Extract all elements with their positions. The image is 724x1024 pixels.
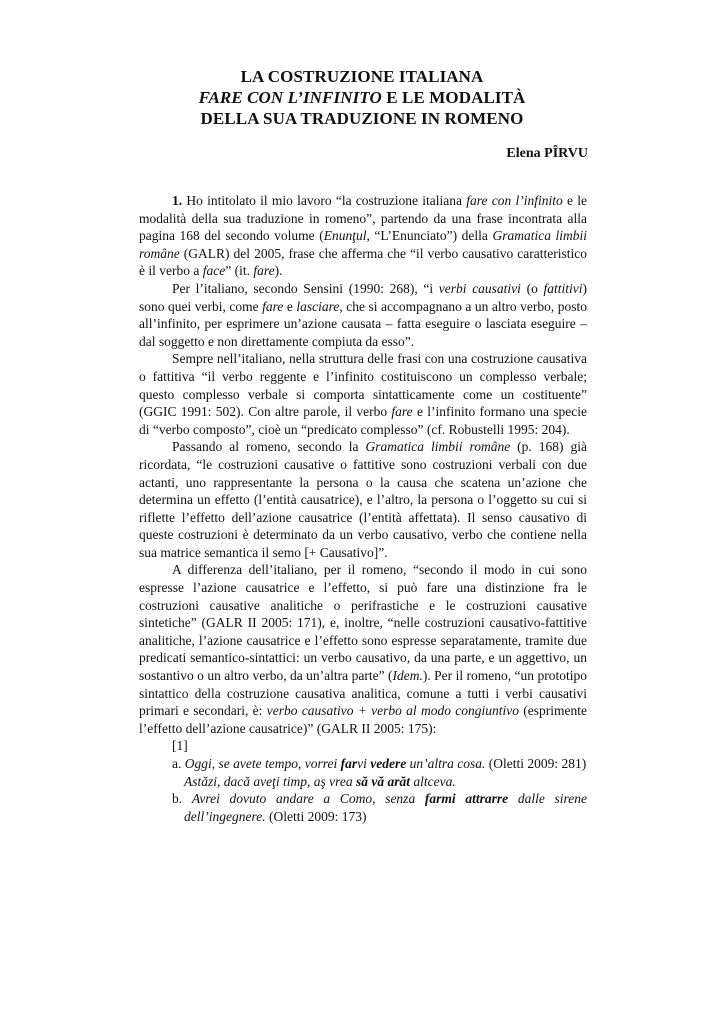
italic-run: Astăzi, dacă aveţi timp, aş vrea (184, 773, 356, 789)
italic-run: verbi causativi (438, 280, 521, 296)
example-a-source: (Oletti 2009: 281) (485, 756, 587, 771)
bold-italic-run: vă arăt (371, 773, 410, 789)
text-run: Per l’italiano, secondo Sensini (1990: 268), “i (172, 280, 439, 296)
author-name: Elena PÎRVU (506, 146, 588, 161)
paper-title (0, 66, 724, 129)
section-number: 1. (172, 193, 183, 208)
example-b (172, 790, 587, 825)
title-italic-part: FARE CON L’INFINITO (198, 88, 382, 107)
example-b-source: (Oletti 2009: 173) (265, 808, 367, 824)
italic-run: Gramatica limbii române (139, 228, 588, 261)
paragraph-4 (139, 438, 587, 561)
italic-run: Idem. (392, 668, 423, 684)
title-line-2 (0, 87, 724, 108)
italic-run: fare (391, 404, 413, 420)
text-run: ). (274, 263, 283, 279)
bold-italic-run: vedere (370, 756, 407, 771)
italic-run: dalle sirene dell’ingegnere. (184, 791, 588, 824)
text-run: ). Per il romeno, “un prototipo sintattico della costruzione causativa analitica, comune a tutti i verbi causativi primari e secondari, è: (139, 668, 587, 719)
text-run: (o (520, 280, 544, 296)
title-line-1: LA COSTRUZIONE ITALIANA (240, 67, 484, 86)
title-rest-part: E LE MODALITÀ (381, 88, 526, 107)
text-run: (GALR) del 2005, frase che afferma che “il verbo causativo caratteristico è il verbo a (139, 245, 587, 279)
bold-italic-run: far (340, 756, 358, 771)
italic-run: vi (357, 756, 371, 771)
text-run: ) sono quei verbi, come (139, 280, 587, 314)
paragraph-2 (139, 280, 587, 350)
bold-italic-run: farmi attrarre (424, 791, 509, 807)
italic-run: face (202, 263, 226, 279)
example-b-label: b. (172, 791, 192, 807)
text-run: , “L’Enunciato”) della (366, 228, 493, 244)
italic-run: Enunţul (323, 228, 367, 244)
text-run: , che si accompagnano a un altro verbo, posto all’infinito, per esprimere un’azione causata – fatta eseguire o lasciata eseguire – dal soggetto e non direttamente compiuta da esso”. (139, 298, 587, 349)
italic-run: Avrei dovuto andare a Como, senza (191, 791, 425, 807)
text-run: e le modalità della sua traduzione in romeno”, partendo da una frase incontrata alla pagina 168 del secondo volume ( (139, 193, 587, 244)
paragraph-5 (139, 561, 587, 737)
title-line-3: DELLA SUA TRADUZIONE IN ROMENO (200, 109, 524, 128)
text-run: e (283, 298, 297, 314)
text-run: (esprimente l’effetto dell’azione causatrice)” (GALR II 2005: 175): (139, 703, 587, 736)
example-a (172, 755, 587, 773)
bold-italic-run: să (355, 773, 368, 789)
italic-run: fare (253, 263, 275, 279)
italic-run: fare con l’infinito (466, 193, 563, 208)
italic-run: fare (262, 298, 284, 314)
text-run: (p. 168) già ricordata, “le costruzioni causative o fattitive sono costruzioni verbali con due actanti, uno rappresentante la persona o la causa che scatena un’azione che determina un effetto (l’entità causatrice), e l’altro, la persona o l’oggetto su cui si riflette l’effetto dell’azione causatrice (l’entità affettata). Il senso causativo di queste costruzioni è determinato da un verbo causativo, verbo che contiene nella sua matrice semantica il semo [+ Causativo]”. (139, 439, 587, 560)
italic-run: Oggi, se avete tempo, vorrei (184, 756, 341, 771)
text-run: Sempre nell’italiano, nella struttura delle frasi con una costruzione causativa o fattitiva “il verbo reggente e l’infinito costituiscono un complesso verbale; questo complesso verbale si comporta sintatticamente come un costituente” (GGIC 1991: 502). Con altre parole, il verbo (139, 351, 587, 420)
italic-run: lasciare (296, 298, 340, 314)
italic-run: Gramatica limbii române (365, 439, 511, 455)
text-run: A differenza dell’italiano, per il romeno, “secondo il modo in cui sono espresse l’azione causatrice e l’effetto, si può fare una distinzione fra le costruzioni causative analitiche o perifrastiche e le costruzioni causative sintetiche” (GALR II 2005: 171), e, inoltre, “nelle costruzioni causativo-fattitive analitiche, l’azione causatrice e l’effetto sono espresse separatamente, tramite due predicati semantico-sintattici: un verbo causativo, da una parte, e un aggettivo, un sostantivo o un altro verbo, da un’altra parte” ( (139, 562, 587, 684)
text-run: ” (it. (225, 263, 254, 279)
body-text (139, 192, 587, 825)
text-run: e l’infinito formano una specie di “verbo composto”, cioè un “predicato complesso” (cf. Robustelli 1995: 204). (139, 404, 587, 437)
example-block (139, 737, 587, 825)
paragraph-3 (139, 350, 587, 438)
paragraph-1 (139, 192, 587, 280)
text-run: Passando al romeno, secondo la (172, 439, 366, 455)
italic-run: verbo causativo + verbo al modo congiuntivo (266, 703, 519, 719)
italic-run: fattitivi (543, 280, 583, 296)
example-a-translation (172, 773, 587, 791)
text-run: Ho intitolato il mio lavoro “la costruzione italiana (182, 193, 467, 208)
italic-run: altceva. (410, 773, 456, 789)
italic-run: un’altra cosa. (406, 756, 486, 771)
example-label: [1] (172, 738, 188, 754)
example-a-label: a. (172, 756, 185, 771)
